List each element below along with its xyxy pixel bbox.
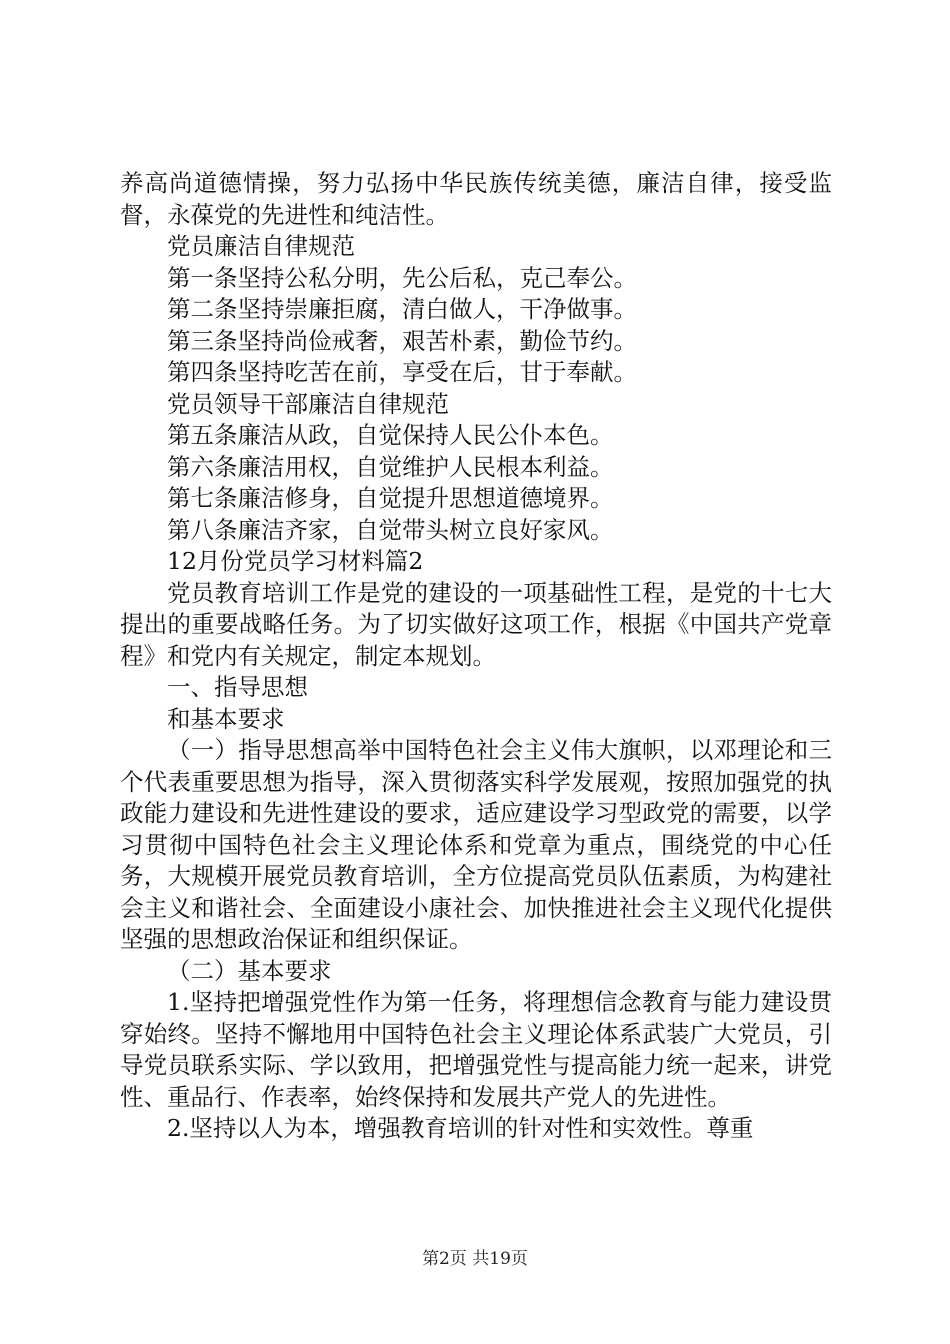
paragraph: （一）指导思想高举中国特色社会主义伟大旗帜，以邓理论和三个代表重要思想为指导，深入贯彻落实科学发展观，按照加强党的执政能力建设和先进性建设的要求，适应建设学习型政党的需要，以学习贯彻中国特色社会主义理论体系和党章为重点，围绕党的中心任务，大规模开展党员教育培训，全方位提高党员队伍素质，为构建社会主义和谐社会、全面建设小康社会、加快推进社会主义现代化提供坚强的思想政治保证和组织保证。 [120,736,832,953]
paragraph: 第七条廉洁修身，自觉提升思想道德境界。 [167,484,614,512]
paragraph: 第二条坚持崇廉拒腐，清白做人，干净做事。 [167,295,637,323]
paragraph: 党员领导干部廉洁自律规范 [167,389,449,418]
paragraph: 2.坚持以人为本，增强教育培训的针对性和实效性。尊重 [167,1114,754,1142]
paragraph: 第六条廉洁用权，自觉维护人民根本利益。 [167,452,614,481]
paragraph: 党员廉洁自律规范 [167,232,355,260]
paragraph: 养高尚道德情操，努力弘扬中华民族传统美德，廉洁自律，接受监督，永葆党的先进性和纯洁性。 [120,169,832,229]
paragraph: 第八条廉洁齐家，自觉带头树立良好家风。 [167,515,614,544]
paragraph: 12月份党员学习材料篇2 [167,547,424,575]
document-body [120,168,832,1145]
paragraph: 第五条廉洁从政，自觉保持人民公仆本色。 [167,421,614,449]
page-footer: 第2页 共19页 [422,1249,528,1269]
paragraph: 第三条坚持尚俭戒奢，艰苦朴素，勤俭节约。 [167,326,637,355]
paragraph: 第四条坚持吃苦在前，享受在后，甘于奉献。 [167,358,637,386]
paragraph: 一、指导思想 [167,673,308,701]
paragraph: 第一条坚持公私分明，先公后私，克己奉公。 [167,263,637,292]
paragraph: 和基本要求 [167,704,285,733]
paragraph: （二）基本要求 [167,956,332,985]
paragraph: 1.坚持把增强党性作为第一任务，将理想信念教育与能力建设贯穿始终。坚持不懈地用中国特色社会主义理论体系武装广大党员，引导党员联系实际、学以致用，把增强党性与提高能力统一起来，讲党性、重品行、作表率，始终保持和发展共产党人的先进性。 [120,988,832,1111]
paragraph: 党员教育培训工作是党的建设的一项基础性工程，是党的十七大提出的重要战略任务。为了切实做好这项工作，根据《中国共产党章程》和党内有关规定，制定本规划。 [120,578,832,670]
